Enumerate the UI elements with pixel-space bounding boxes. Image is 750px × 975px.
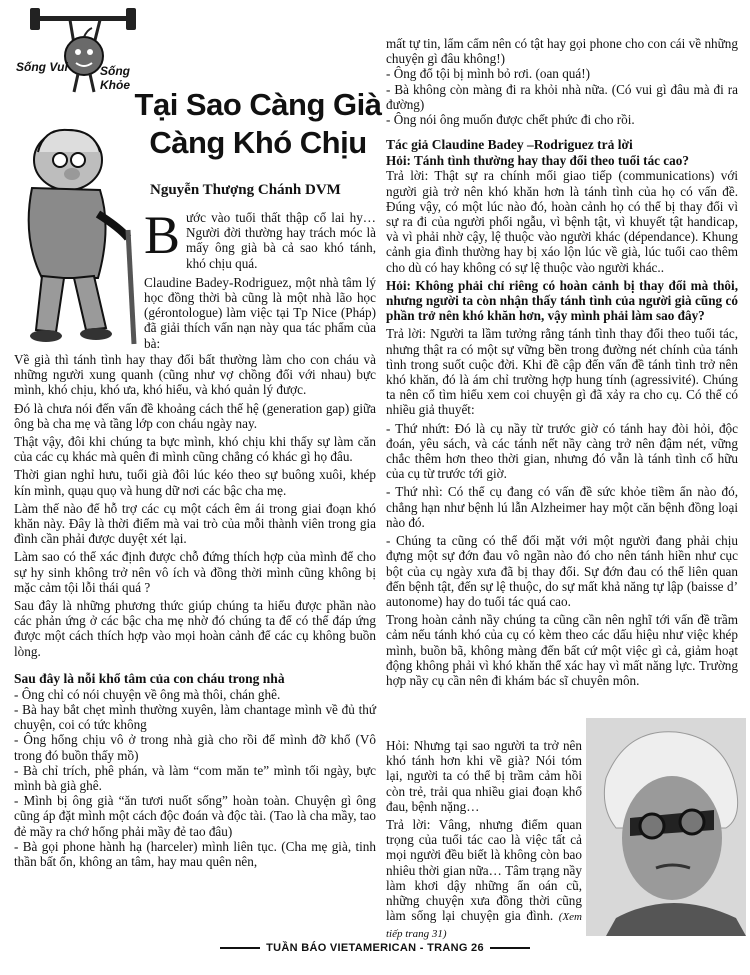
complaint-item: mất tự tin, lẩm cẩm nên có tật hay gọi phone cho con cái về những chuyện gì đâu không!) <box>386 36 738 67</box>
drop-cap: B <box>144 205 181 265</box>
left-paragraph: Thật vậy, đôi khi chúng ta bực mình, khó chịu khi thấy sự làm căn của các cụ khác mà quên đi mình cũng chẳng có khác gì họ đâu. <box>14 434 376 465</box>
answer: Trả lời: Thật sự ra chính mối giao tiếp (communications) với người già trở nên khó khăn hơn là tánh tình của họ có vấn đề. Đúng vậy, có một lúc nào đó, hoàn cảnh họ có thể bị thay đổi vì sự ra đi của người phối ngẫu, vì bệnh tật, vì khuyết tật handicap, và vì phải nhờ cậy, lệ thuộc vào người khác (dépendance). Khung cảnh gia đình thường hay bị xáo lộn lúc về già, lúc tuổi cao thêm cho dù có hay không có sự lệ thuộc vào người khác.. <box>386 168 738 275</box>
article-author: Nguyễn Thượng Chánh DVM <box>150 182 341 198</box>
hypothesis-item: - Thứ nhứt: Đó là cụ nầy từ trước giờ có tánh hay đòi hỏi, độc đoán, yêu sách, và các tánh nết nầy càng trở nên đậm nét, vững chắc thêm hơn theo thời gian, nhưng đó vẫn là tánh tình cố hữu của cụ từ trước tới giờ. <box>386 420 738 482</box>
title-line-2: Càng Khó Chịu <box>149 125 367 160</box>
left-paragraph: Về già thì tánh tình hay thay đổi bất thường làm cho con cháu và những người xung quanh (cũng như vợ chồng đối với nhau) bực mình, khó chịu, khó ưa, khó hiểu, và khó quản lý được. <box>14 352 376 398</box>
complaint-item: - Bà chỉ trích, phê phán, và làm “com măn te” mình tối ngày, bực mình bà già ghê. <box>14 762 376 794</box>
left-paragraph: Đó là chưa nói đến vấn đề khoảng cách thế hệ (generation gap) giữa ông bà cha mẹ và tầng lớp con cháu ngày nay. <box>14 400 376 431</box>
complaint-item: - Ông đổ tội bị mình bỏ rơi. (oan quá!) <box>386 66 591 82</box>
right-column <box>386 36 738 688</box>
complaint-item: - Bà không còn màng đi ra khỏi nhà nữa. (Có vui gì đâu mà đi ra đường) <box>386 81 738 112</box>
narrow-column <box>386 738 582 943</box>
left-paragraph: Làm thế nào để hỗ trợ các cụ một cách êm ái trong giai đoạn khó khăn này. Đây là thời điểm mà vai trò của mỗi thành viên trong gia đình cần phải được duyệt xét lại. <box>14 500 376 547</box>
complaint-item: - Mình bị ông già “ăn tươi nuốt sống” hoàn toàn. Chuyện gì ông cũng áp đặt mình một cách độc đoán và độc tài. (Tao là cha mầy, tao đẻ mầy ra chớ hổng phải mầy đẻ tao đâu) <box>14 793 376 839</box>
hypothesis-item: Trong hoàn cảnh nầy chúng ta cũng cần nên nghĩ tới vấn đề trầm cảm nếu tánh khó của cụ có kèm theo các dấu hiệu như việc khép mình, buồn bã, không màng đến bất cứ một việc gì cả, giảm hoạt động không phải vì khó khăn thể xác hay vì mất năng lực. Trường hợp nầy cụ cần nên đi khám bác sĩ chuyên môn. <box>386 612 738 688</box>
footer-rule-left <box>220 947 260 949</box>
title-line-1: Tại Sao Càng Già <box>134 87 382 122</box>
intro-block <box>144 205 376 351</box>
right-subheading: Tác giả Claudine Badey –Rodriguez trả lời <box>386 137 633 153</box>
complaint-item: - Ông nói ông muốn được chết phức đi cho rồi. <box>386 112 635 128</box>
old-woman-photo <box>586 718 746 936</box>
logo-text-song-khoe: Sống Khỏe <box>100 64 130 92</box>
page-footer <box>0 942 750 954</box>
intro-paragraph-2: Claudine Badey-Rodriguez, một nhà tâm lý học đồng thời bà cũng là một nhà lão học (gérontologue) làm việc tại Tp Nice (Pháp) đã giải thích vấn nạn này qua tác phẩm của bà: <box>144 274 376 351</box>
question: Hỏi: Tánh tình thường hay thay đổi theo tuổi tác cao? <box>386 153 689 169</box>
logo-text-song-vui: Sống Vui <box>16 60 68 74</box>
continued-note: (Xem tiếp trang 31) <box>386 911 583 941</box>
left-paragraph: Làm sao có thể xác định được chỗ đứng thích hợp của mình để cho sự hy sinh không trở nên vô ích và đồng thời mình cũng không bị mặc cảm tội lỗi thái quá ? <box>14 549 376 595</box>
complaint-item: - Ông chỉ có nói chuyện về ông mà thôi, chán ghê. <box>14 686 281 702</box>
answer-3 <box>386 817 582 943</box>
answer: Trả lời: Người ta lầm tưởng rằng tánh tình thay đổi theo tuổi tác, nhưng thật ra có một sự vững bền trong đường nét chính của tánh tình trong suốt cuộc đời. Khi đề cập đến vấn đề tánh tình trở nên khó khăn, đó là ám chỉ trường hợp hung tính (agressivité). Chúng ta nên cố tìm hiểu xem coi chuyện gì đã xảy ra cho cụ. Có thể có nhiều giả thuyết: <box>386 326 738 418</box>
complaint-item: - Bà hay bắt chẹt mình thường xuyên, làm chantage mình về đủ thứ chuyện, coi có tức không <box>14 702 376 733</box>
left-paragraph: Thời gian nghỉ hưu, tuổi già đôi lúc kéo theo sự buông xuôi, khép kín mình, quạu quọ và hung dữ nơi các bậc cha mẹ. <box>14 467 376 498</box>
intro-text-1: ước vào tuổi thất thập cổ lai hy…Người đời thường hay trách móc là mấy ông già bà cả sao khó tánh, khó chịu quá. <box>186 210 376 271</box>
footer-rule-right <box>490 947 530 949</box>
footer-text: TUẦN BÁO VIETAMERICAN - TRANG 26 <box>266 942 484 954</box>
hypothesis-item: - Chúng ta cũng có thể đối mặt với một người đang phải chịu đựng một sự đớn đau vô ngần nào đó cho nên tánh hiền như cục bột của cụ ngày xưa đã bị thay đổi. Sự đớn đau có thể liên quan đến bệnh tật, đến sự lệ thuộc, do sự mất khả năng tự lập (baisse d’ autonome) hay do tuổi tác quá cao. <box>386 533 738 609</box>
answer-3-text: Trả lời: Vâng, nhưng điểm quan trọng của tuổi tác cao là việc tất cả mọi người đều biết là không còn bao nhiêu thời gian nữa… Tâm trạng nầy làm khơi dậy những ẩn oán cũ, những chuyện xưa đồng thời cũng làm sống lại chuyện gia đình. <box>386 817 582 924</box>
question: Hỏi: Không phải chỉ riêng có hoàn cảnh bị thay đổi mà thôi, nhưng người ta còn nhận thấy tánh tình của người già cũng có phần trở nên khó khăn hơn, vậy mình phải làm sao đây? <box>386 277 738 324</box>
left-paragraph: Sau đây là những phương thức giúp chúng ta hiểu được phần nào các phản ứng ở các bậc cha mẹ nhờ đó chúng ta để có thể đáp ứng được một cách thích hợp vào mọi hoàn cảnh để các cụ không buồn lòng. <box>14 598 376 659</box>
article-title <box>108 86 408 162</box>
hypothesis-item: - Thứ nhì: Có thể cụ đang có vấn đề sức khỏe tiềm ẩn nào đó, chẳng hạn như bệnh lú lẫn Alzheimer hay một căn bệnh đồng loại nào đó. <box>386 484 738 530</box>
column-logo <box>8 6 158 96</box>
old-man-illustration <box>2 118 144 350</box>
complaint-item: - Bà gọi phone hành hạ (harceler) mình liên tục. (Cha mẹ già, tinh thần bất ổn, không an tâm, hay mau quên nên, <box>14 838 376 870</box>
intro-paragraph-1 <box>144 205 376 271</box>
left-subheading: Sau đây là nỗi khổ tâm của con cháu trong nhà <box>14 670 285 686</box>
question-3: Hỏi: Nhưng tại sao người ta trở nên khó tánh hơn khi về già? Nói tóm lại, người ta có thể bị trầm cảm hồi còn trẻ, trải qua nhiều giai đoạn khổ đau, bệnh nặng… <box>386 738 582 814</box>
left-column <box>14 352 376 869</box>
complaint-item: - Ông hổng chịu vô ở trong nhà già cho rồi để mình đỡ khổ (Vô trong đó buồn thấy mồ) <box>14 732 376 763</box>
